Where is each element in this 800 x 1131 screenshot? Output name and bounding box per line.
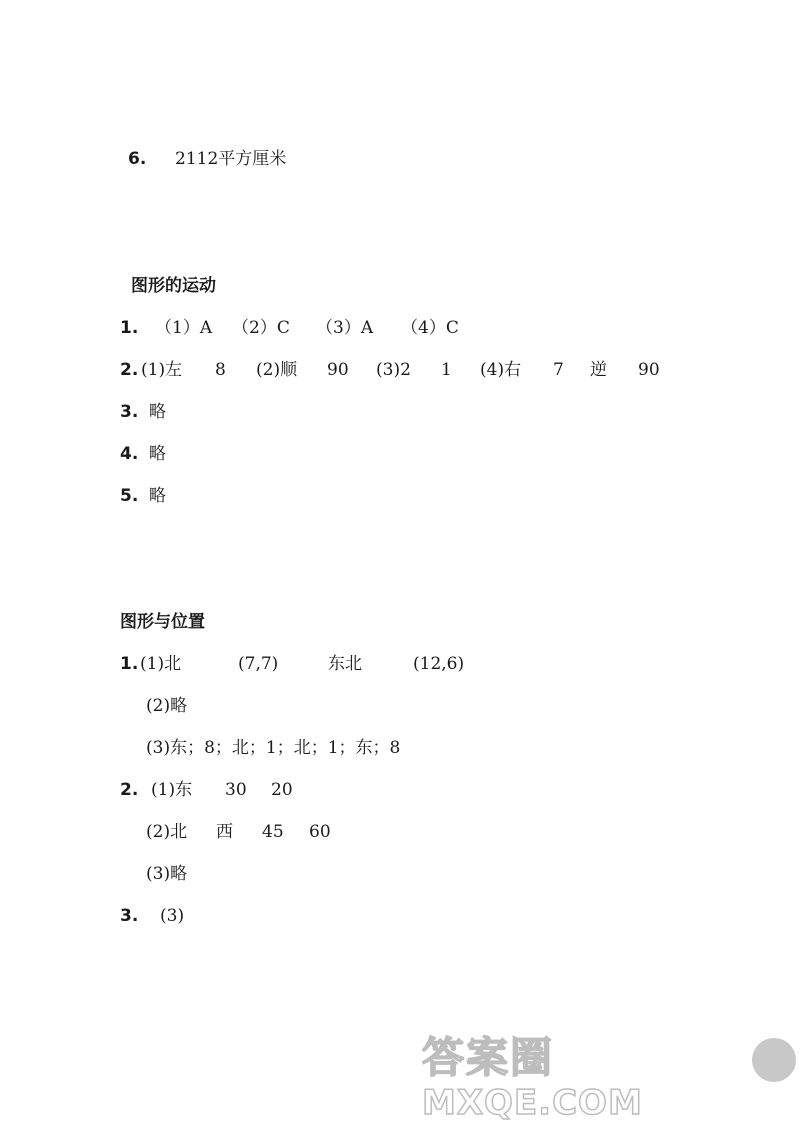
- s2-q2-l1-part3: 20: [271, 780, 293, 800]
- s2-q1-part4: (12,6): [413, 654, 465, 674]
- s1-q2-part2: 8: [215, 360, 226, 380]
- s1-q2-part5: (3)2: [376, 360, 411, 380]
- s1-q1-part1: （1）A: [155, 318, 213, 338]
- s1-q1-number: 1.: [120, 318, 139, 338]
- section2-title: 图形与位置: [120, 612, 205, 632]
- s2-q1-part1: (1)北: [140, 654, 182, 674]
- s1-q2-part3: (2)顺: [256, 360, 298, 380]
- s2-q1-number: 1.: [120, 654, 139, 674]
- watermark-url: MXQE.COM: [422, 1083, 643, 1123]
- q6-answer: 2112平方厘米: [175, 149, 287, 169]
- s2-q1-line3: (3)东；8；北；1；北；1；东；8: [146, 738, 401, 758]
- s1-q2-part10: 90: [638, 360, 660, 380]
- s1-q2-part6: 1: [441, 360, 452, 380]
- s2-q1-part3: 东北: [328, 654, 362, 674]
- s1-q2-number: 2.: [120, 360, 139, 380]
- s2-q2-l1-part1: (1)东: [151, 780, 193, 800]
- watermark-circle-icon: [752, 1038, 796, 1082]
- s1-q2-part1: (1)左: [141, 360, 183, 380]
- s1-q1-part2: （2）C: [232, 318, 290, 338]
- s2-q1-part2: (7,7): [238, 654, 279, 674]
- s1-q1-part3: （3）A: [316, 318, 374, 338]
- s2-q2-l2-part1: (2)北: [146, 822, 188, 842]
- s2-q2-l2-part3: 45: [262, 822, 284, 842]
- s1-q5-answer: 略: [149, 486, 166, 506]
- section1-title: 图形的运动: [131, 276, 216, 296]
- q6-number: 6.: [128, 149, 147, 169]
- s2-q2-line3: (3)略: [146, 864, 188, 884]
- s1-q2-part7: (4)右: [480, 360, 522, 380]
- s1-q3-answer: 略: [149, 402, 166, 422]
- s2-q2-l2-part2: 西: [216, 822, 233, 842]
- s2-q3-answer: (3): [160, 906, 185, 926]
- s1-q4-answer: 略: [149, 444, 166, 464]
- s2-q2-l1-part2: 30: [225, 780, 247, 800]
- s2-q2-number: 2.: [120, 780, 139, 800]
- s1-q4-number: 4.: [120, 444, 139, 464]
- s1-q2-part4: 90: [327, 360, 349, 380]
- s1-q5-number: 5.: [120, 486, 139, 506]
- watermark-cn: 答案圈: [422, 1033, 555, 1082]
- s2-q1-line2: (2)略: [146, 696, 188, 716]
- watermark: [422, 1034, 774, 1124]
- s2-q3-number: 3.: [120, 906, 139, 926]
- s1-q3-number: 3.: [120, 402, 139, 422]
- s1-q2-part9: 逆: [590, 360, 607, 380]
- s1-q2-part8: 7: [553, 360, 564, 380]
- s1-q1-part4: （4）C: [401, 318, 459, 338]
- s2-q2-l2-part4: 60: [309, 822, 331, 842]
